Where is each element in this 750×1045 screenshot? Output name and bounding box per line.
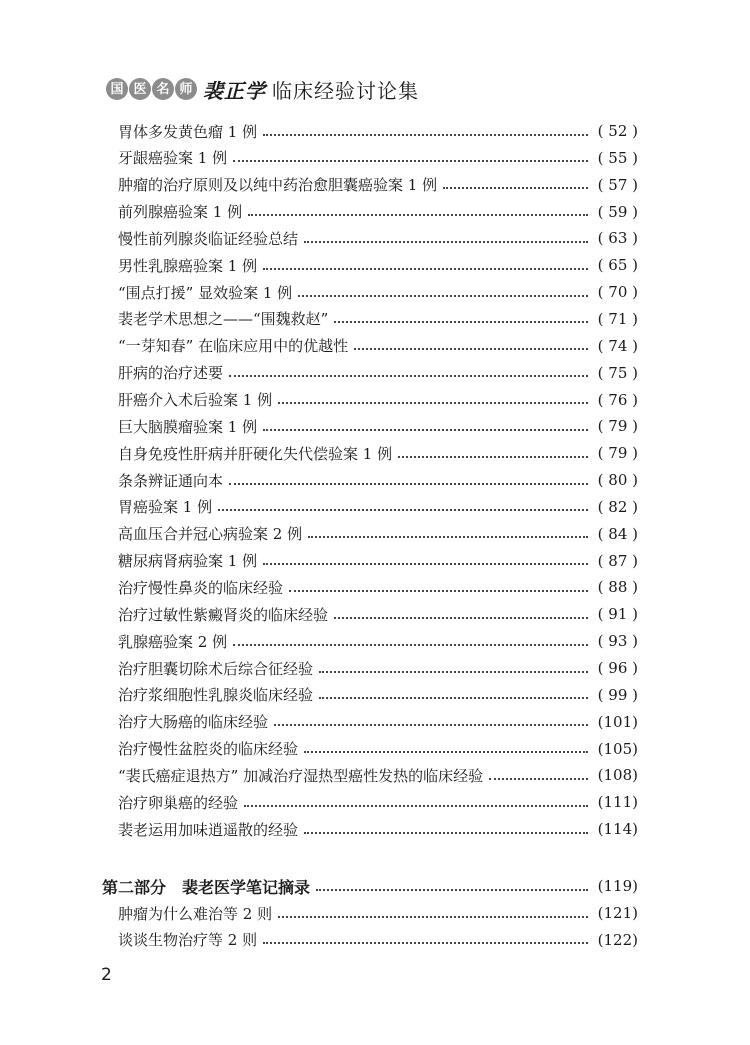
toc-entry-page: ( 93 )	[597, 632, 638, 651]
toc-entry-title: 糖尿病肾病验案 1 例	[118, 552, 258, 571]
toc-entry-title: 谈谈生物治疗等 2 则	[118, 931, 258, 949]
toc-entry-page: ( 76 )	[597, 390, 638, 409]
toc-entry-page: ( 70 )	[597, 283, 638, 302]
toc-entry[interactable]	[0, 467, 638, 493]
dot-leader	[233, 159, 588, 162]
toc-entry-page: ( 75 )	[597, 363, 638, 382]
dot-leader	[316, 888, 588, 891]
running-header	[106, 74, 419, 104]
dot-leader	[278, 915, 588, 918]
dot-leader	[263, 562, 588, 565]
toc-entry-page: ( 57 )	[597, 175, 638, 194]
toc-entry-title: “裴氏癌症退热方” 加减治疗湿热型癌性发热的临床经验	[118, 766, 484, 785]
toc-entry-page: ( 80 )	[597, 471, 638, 490]
toc-entry[interactable]	[0, 225, 638, 251]
toc-entry[interactable]	[0, 521, 638, 547]
toc-entry-page: (122)	[597, 930, 638, 949]
toc-entry[interactable]	[0, 548, 638, 574]
page-number: 2	[101, 965, 112, 985]
dot-leader	[263, 428, 588, 431]
toc-entry-page: ( 63 )	[597, 229, 638, 248]
dot-leader	[304, 831, 588, 834]
toc-entry-page: ( 96 )	[597, 659, 638, 677]
toc-entry-title: 治疗卵巢癌的经验	[118, 793, 239, 812]
toc-section-heading[interactable]	[0, 873, 638, 899]
toc-entry[interactable]	[0, 306, 638, 332]
dot-leader	[398, 455, 588, 458]
toc-entry-title: 条条辨证通向本	[118, 471, 224, 490]
toc-entry-page: ( 91 )	[597, 605, 638, 624]
toc-entry-title: 治疗大肠癌的临床经验	[118, 713, 269, 732]
toc-entry-page: ( 87 )	[597, 551, 638, 570]
toc-entry[interactable]	[0, 360, 638, 386]
toc-entry-title: 第二部分 裴老医学笔记摘录	[102, 877, 311, 897]
dot-leader	[248, 213, 588, 216]
toc-entry[interactable]	[0, 927, 638, 953]
dot-leader	[334, 616, 588, 619]
toc-entry[interactable]	[0, 172, 638, 198]
toc-entry-title: 胃癌验案 1 例	[118, 498, 213, 517]
dot-leader	[229, 482, 588, 485]
dot-leader	[233, 643, 588, 646]
toc-entry-title: 胃体多发黄色瘤 1 例	[118, 122, 258, 141]
dot-leader	[304, 750, 588, 753]
toc-entry[interactable]	[0, 118, 638, 144]
toc-entry-page: ( 79 )	[597, 444, 638, 463]
toc-entry[interactable]	[0, 440, 638, 466]
dot-leader	[263, 133, 588, 136]
toc-entry-title: 肿瘤的治疗原则及以纯中药治愈胆囊癌验案 1 例	[118, 176, 438, 195]
toc-entry[interactable]	[0, 789, 638, 815]
dot-leader	[304, 240, 588, 243]
toc-entry-title: 治疗胆囊切除术后综合征经验	[118, 659, 314, 678]
toc-entry-page: ( 79 )	[597, 417, 638, 436]
dot-leader	[278, 401, 588, 404]
dot-leader	[334, 320, 588, 323]
badge-ming: 名	[152, 78, 174, 100]
toc-entry-title: 自身免疫性肝病并肝硬化失代偿验案 1 例	[118, 444, 393, 463]
toc-entry[interactable]	[0, 574, 638, 600]
dot-leader	[298, 294, 588, 297]
toc-entry-page: (105)	[597, 739, 638, 758]
toc-entry-title: 肿瘤为什么难治等 2 则	[118, 904, 273, 923]
toc-entry-title: 牙龈癌验案 1 例	[118, 149, 228, 168]
toc-entry-title: 治疗慢性盆腔炎的临床经验	[118, 740, 299, 759]
toc-entry[interactable]	[0, 816, 638, 842]
toc-entry-title: 治疗过敏性紫癜肾炎的临床经验	[118, 605, 329, 624]
toc-entry[interactable]	[0, 736, 638, 762]
toc-entry[interactable]	[0, 682, 638, 708]
toc-entry-page: ( 65 )	[597, 256, 638, 275]
toc-entry[interactable]	[0, 387, 638, 413]
toc-entry-page: ( 52 )	[597, 122, 638, 140]
toc-entry-page: ( 82 )	[597, 497, 638, 516]
badge-guo: 国	[106, 78, 128, 100]
dot-leader	[354, 347, 588, 350]
toc-entry-page: (119)	[597, 877, 638, 895]
toc-entry-title: 肝病的治疗述要	[118, 364, 224, 383]
toc-entry-title: 治疗浆细胞性乳腺炎临床经验	[118, 686, 314, 705]
dot-leader	[263, 267, 588, 270]
toc-entry[interactable]	[0, 762, 638, 788]
toc-entry[interactable]	[0, 601, 638, 627]
badge-group	[106, 78, 197, 100]
dot-leader	[274, 723, 588, 726]
toc-entry-title: 治疗慢性鼻炎的临床经验	[118, 578, 284, 597]
badge-yi: 医	[129, 78, 151, 100]
toc-entry-page: (101)	[597, 712, 638, 731]
toc-entry-page: ( 55 )	[597, 148, 638, 167]
toc-entry[interactable]	[0, 709, 638, 735]
toc-entry-title: 裴老运用加味逍遥散的经验	[118, 820, 299, 839]
dot-leader	[229, 374, 588, 377]
toc-entry-page: ( 74 )	[597, 336, 638, 355]
toc-entry[interactable]	[0, 413, 638, 439]
toc-entry-title: 前列腺癌验案 1 例	[118, 203, 243, 222]
toc-entry-page: (121)	[597, 904, 638, 922]
dot-leader	[218, 508, 588, 511]
dot-leader	[443, 186, 588, 189]
toc-entry-title: “围点打援” 显效验案 1 例	[118, 283, 293, 302]
dot-leader	[244, 804, 588, 807]
book-title: 临床经验讨论集	[272, 78, 419, 103]
toc-entry-title: 慢性前列腺炎临证经验总结	[118, 229, 299, 248]
toc-entry-title: 裴老学术思想之——“围魏救赵”	[118, 310, 329, 329]
toc-entry[interactable]	[0, 900, 638, 926]
dot-leader	[319, 670, 588, 673]
toc-entry[interactable]	[0, 655, 638, 681]
badge-shi: 师	[175, 78, 197, 100]
toc-entry-page: (114)	[597, 820, 638, 839]
dot-leader	[308, 535, 588, 538]
toc-entry-page: ( 59 )	[597, 202, 638, 221]
dot-leader	[263, 941, 588, 944]
toc-entry[interactable]	[0, 494, 638, 520]
toc-entry-page: (108)	[597, 766, 638, 785]
toc-entry-title: “一芽知春” 在临床应用中的优越性	[118, 337, 349, 356]
toc-entry-page: ( 84 )	[597, 524, 638, 543]
dot-leader	[489, 777, 588, 780]
author-signature: 裴正学	[203, 78, 266, 103]
toc-entry-page: ( 71 )	[597, 309, 638, 328]
toc-entry[interactable]	[0, 252, 638, 278]
toc-entry[interactable]	[0, 333, 638, 359]
dot-leader	[319, 696, 588, 699]
toc-entry-page: (111)	[597, 793, 638, 812]
toc-entry-title: 巨大脑膜瘤验案 1 例	[118, 417, 258, 436]
toc-entry-title: 肝癌介入术后验案 1 例	[118, 391, 273, 409]
toc-entry[interactable]	[0, 199, 638, 225]
toc-entry[interactable]	[0, 628, 638, 654]
toc-entry-page: ( 88 )	[597, 578, 638, 597]
toc-entry-title: 男性乳腺癌验案 1 例	[118, 256, 258, 275]
dot-leader	[289, 589, 588, 592]
toc-entry-title: 高血压合并冠心病验案 2 例	[118, 525, 303, 544]
toc-entry-title: 乳腺癌验案 2 例	[118, 632, 228, 651]
toc-entry-page: ( 99 )	[597, 685, 638, 704]
toc-entry[interactable]	[0, 145, 638, 171]
toc-entry[interactable]	[0, 279, 638, 305]
